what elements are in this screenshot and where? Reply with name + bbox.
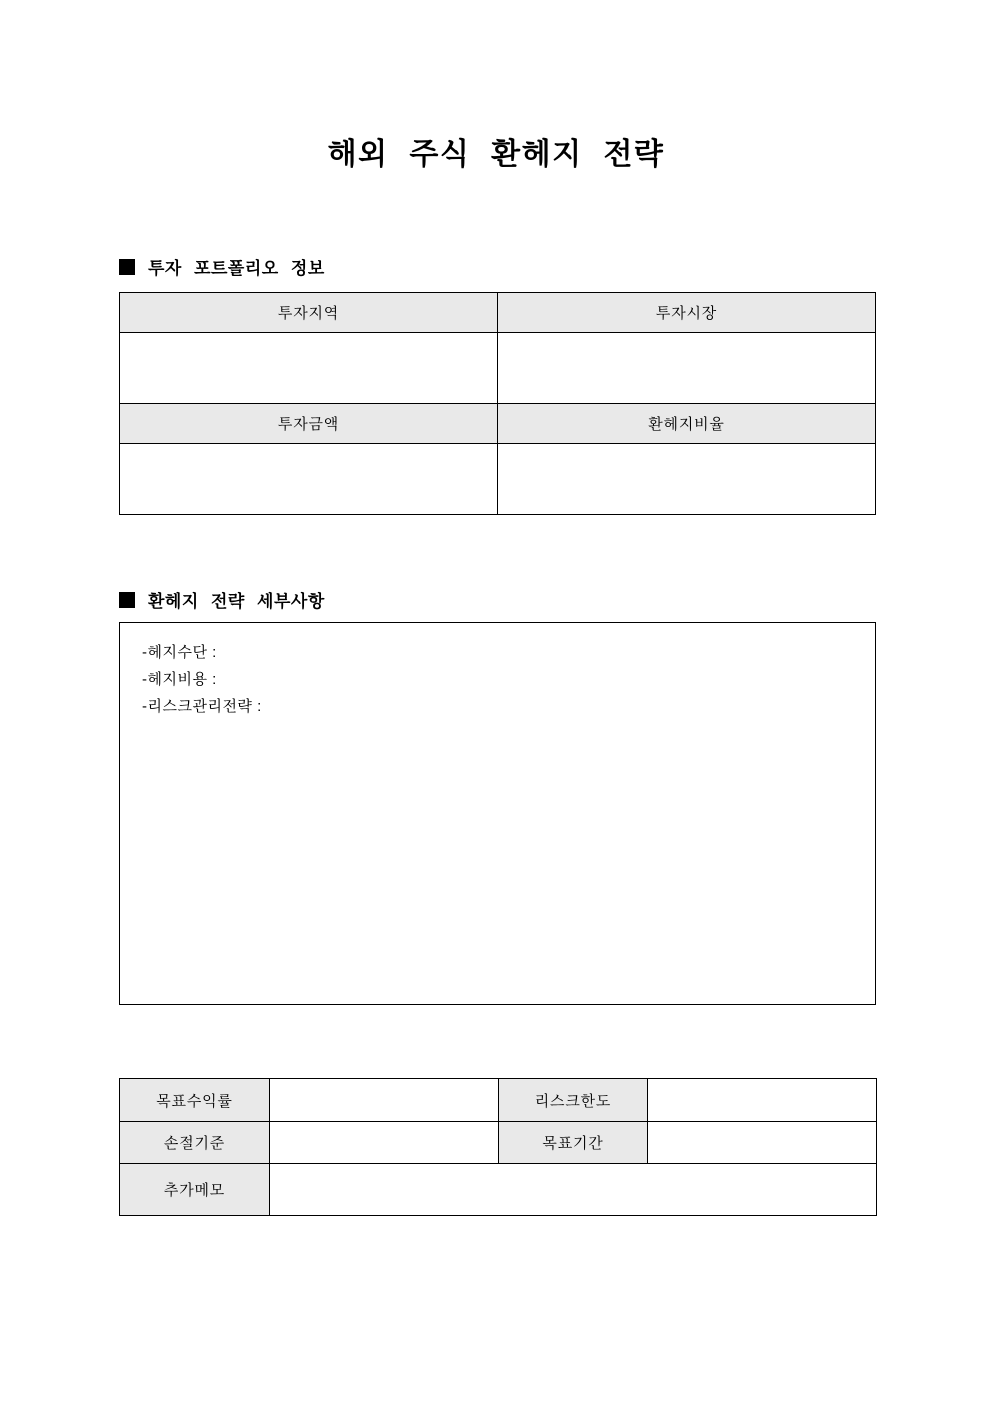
header-cell-invest-region: 투자지역 <box>120 293 498 333</box>
input-cell-stop-loss[interactable] <box>270 1122 499 1164</box>
table-row <box>120 1122 877 1164</box>
label-target-period: 목표기간 <box>499 1122 648 1164</box>
table-row <box>120 293 876 333</box>
input-cell-hedge-ratio[interactable] <box>498 444 876 515</box>
strategy-line-hedge-cost: -헤지비용 : <box>142 671 217 688</box>
input-cell-extra-memo[interactable] <box>270 1164 877 1216</box>
label-risk-limit: 리스크한도 <box>499 1079 648 1122</box>
header-cell-hedge-ratio: 환헤지비율 <box>498 404 876 444</box>
summary-table <box>119 1078 877 1216</box>
section-title-strategy: 환헤지 전략 세부사항 <box>148 592 325 611</box>
label-extra-memo: 추가메모 <box>120 1164 270 1216</box>
table-row <box>120 1164 877 1216</box>
table-row <box>120 404 876 444</box>
input-cell-risk-limit[interactable] <box>648 1079 877 1122</box>
black-square-icon <box>119 259 135 275</box>
section-header-portfolio <box>119 254 325 279</box>
header-cell-invest-market: 투자시장 <box>498 293 876 333</box>
label-target-return: 목표수익률 <box>120 1079 270 1122</box>
section-header-strategy <box>119 587 325 612</box>
input-cell-target-period[interactable] <box>648 1122 877 1164</box>
black-square-icon <box>119 592 135 608</box>
input-cell-target-return[interactable] <box>270 1079 499 1122</box>
input-cell-invest-amount[interactable] <box>120 444 498 515</box>
table-row <box>120 1079 877 1122</box>
portfolio-table <box>119 292 876 515</box>
strategy-line-hedge-instrument: -헤지수단 : <box>142 644 217 661</box>
header-cell-invest-amount: 투자금액 <box>120 404 498 444</box>
input-cell-invest-market[interactable] <box>498 333 876 404</box>
table-row <box>120 333 876 404</box>
table-row <box>120 444 876 515</box>
page-title: 해외 주식 환헤지 전략 <box>327 138 665 171</box>
strategy-line-risk-management: -리스크관리전략 : <box>142 698 262 715</box>
input-cell-invest-region[interactable] <box>120 333 498 404</box>
section-title-portfolio: 투자 포트폴리오 정보 <box>148 259 325 278</box>
label-stop-loss: 손절기준 <box>120 1122 270 1164</box>
strategy-detail-box[interactable] <box>119 622 876 1005</box>
